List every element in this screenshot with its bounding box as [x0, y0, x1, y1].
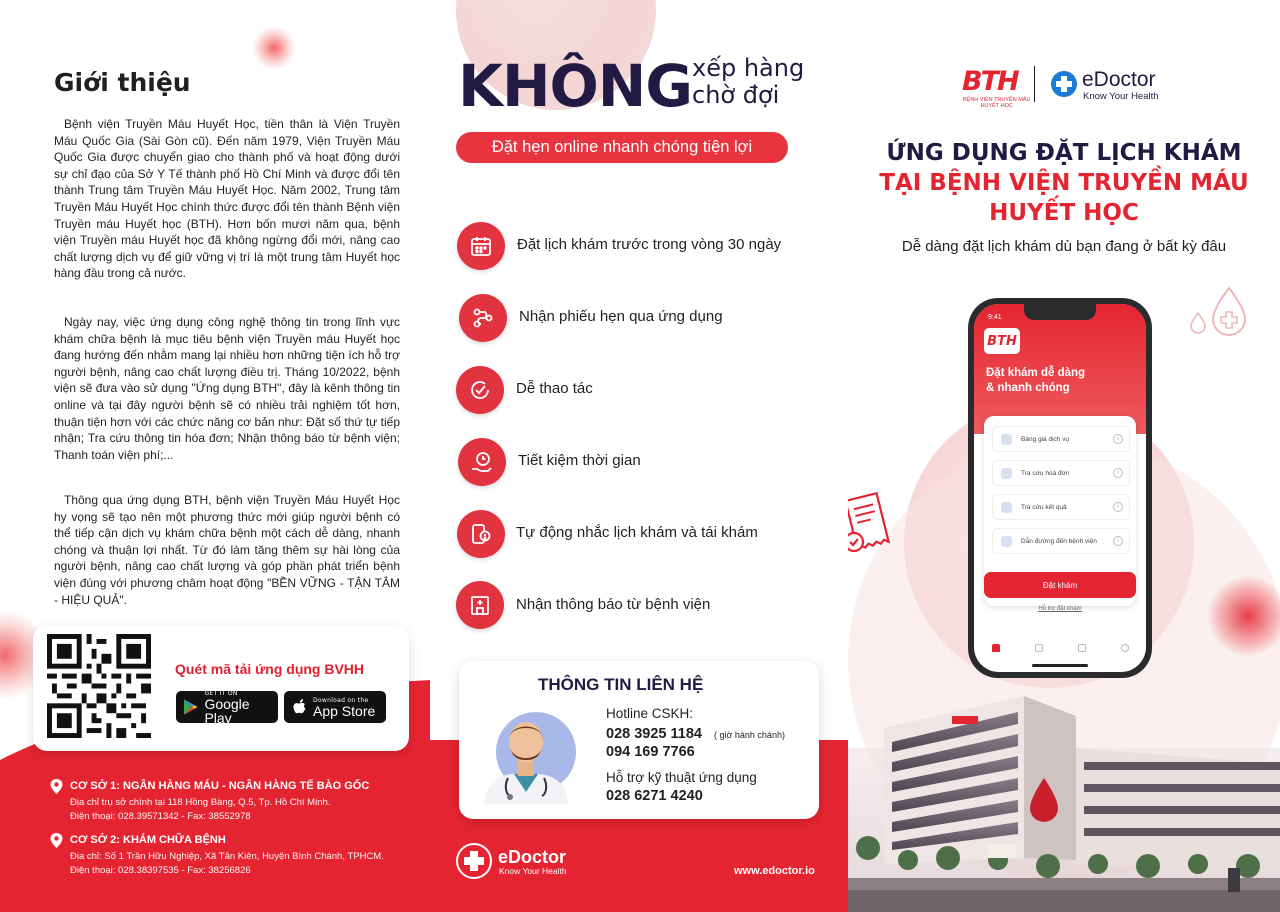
app-subtitle: Dễ dàng đặt lịch khám dù bạn đang ở bất kỳ đâu	[901, 238, 1227, 255]
phone-book-button[interactable]: Đặt khám	[984, 572, 1136, 598]
edoctor-name: eDoctor	[1082, 68, 1156, 91]
price-list-icon	[1001, 434, 1012, 445]
address-branch-2	[50, 834, 420, 878]
blood-drop-icon	[1210, 286, 1248, 338]
easy-touch-icon	[456, 366, 504, 414]
phone-menu-label: Tra cứu hoá đơn	[1021, 469, 1070, 477]
decor-blur-dot	[252, 26, 296, 70]
doctor-illustration	[474, 700, 578, 804]
phone-menu-label: Tra cứu kết quả	[1021, 503, 1067, 511]
receipt-icon	[848, 492, 896, 558]
phone-line: Điện thoại: 028.38397535 - Fax: 38256826	[70, 865, 251, 876]
feature-text: Dễ thao tác	[516, 380, 593, 397]
chevron-right-icon: ›	[1113, 502, 1123, 512]
app-title-line-1: ỨNG DỤNG ĐẶT LỊCH KHÁM	[886, 140, 1242, 166]
app-title-line-2: TẠI BỆNH VIỆN TRUYỀN MÁU	[879, 170, 1249, 196]
edoctor-tagline: Know Your Health	[1083, 91, 1159, 102]
headline-pill: Đặt hẹn online nhanh chóng tiện lợi	[456, 132, 788, 163]
feature-text: Nhận thông báo từ bệnh viện	[516, 596, 711, 613]
google-play-button[interactable]	[176, 689, 278, 726]
app-store-small-label: Download on the	[313, 696, 369, 704]
home-indicator	[1032, 664, 1088, 667]
app-store-label: App Store	[313, 702, 376, 719]
reminder-icon	[457, 510, 505, 558]
chevron-right-icon: ›	[1113, 468, 1123, 478]
intro-paragraph-2: Ngày nay, việc ứng dụng công nghệ thông tin trong lĩnh vực khám chữa bệnh là mục tiêu bệnh viện Truyền máu Huyết học đang hướng đến nhằm mang lại nhiều hơn những tiện ích hỗ trợ người bệnh, nâng cao chất lượng điều trị. Tháng 10/2022, bệnh viện sẽ đưa vào sử dụng "Ứng dụng BTH", đây là kênh thông tin online và tại đây người bệnh sẽ có nhiều trải nghiệm tốt hơn, thuận tiện hơn với các chức năng cơ bản như: Đặt số thứ tự tiếp nhận; Tra cứu thông tin hóa đơn; Nhận thông báo từ bệnh viện; Thanh toán viện phí;...	[54, 315, 400, 462]
result-icon	[1001, 502, 1012, 513]
phone-menu-item[interactable]	[992, 528, 1130, 554]
hotline-number-2[interactable]: 094 169 7766	[606, 744, 695, 760]
intro-title: Giới thiệu	[54, 68, 191, 97]
phone-bottom-nav	[974, 636, 1146, 660]
phone-app-logo: BTH	[984, 328, 1020, 354]
phone-headline-line-1: Đặt khám dễ dàng	[986, 367, 1086, 379]
home-icon[interactable]	[992, 644, 1000, 652]
features-panel	[430, 0, 848, 912]
feature-text: Nhận phiếu hẹn qua ứng dụng	[519, 308, 723, 325]
calendar-icon	[457, 222, 505, 270]
support-label: Hỗ trợ kỹ thuật ứng dụng	[606, 770, 757, 785]
profile-icon[interactable]	[1121, 644, 1129, 652]
decor-blur-dot	[1208, 576, 1280, 656]
logo-divider	[1034, 66, 1035, 102]
phone-line: Điện thoại: 028.39571342 - Fax: 38552978	[70, 811, 251, 822]
phone-menu-item[interactable]	[992, 426, 1130, 452]
headline-small	[692, 55, 804, 109]
calendar-icon[interactable]	[1035, 644, 1043, 652]
edoctor-logo-icon	[1050, 70, 1078, 98]
feature-text: Đặt lịch khám trước trong vòng 30 ngày	[517, 236, 782, 253]
headline-line-1: xếp hàng	[692, 54, 805, 82]
phone-headline-line-2: & nhanh chóng	[986, 382, 1070, 394]
address-line: Địa chỉ: Số 1 Trần Hữu Nghiệp, Xã Tân Kiên, Huyện Bình Chánh, TPHCM.	[70, 851, 384, 862]
phone-help-link[interactable]: Hỗ trợ đặt khám	[1038, 606, 1082, 612]
address-branch-1	[50, 780, 410, 824]
intro-panel	[0, 0, 430, 912]
bth-caption	[963, 97, 1030, 109]
phone-notch	[1024, 304, 1096, 320]
blood-drop-small-icon	[1190, 312, 1206, 334]
feature-text: Tự động nhắc lịch khám và tái khám	[516, 524, 758, 541]
bth-logo: BTH	[962, 66, 1018, 97]
bth-caption-line-2: HUYẾT HỌC	[980, 103, 1013, 109]
edoctor-name: eDoctor	[498, 847, 567, 867]
phone-screen	[974, 304, 1146, 672]
bth-caption-line-1: BỆNH VIỆN TRUYỀN MÁU	[963, 97, 1031, 103]
app-store-button[interactable]	[284, 691, 386, 723]
headline-big: KHÔNG	[458, 52, 692, 120]
address-line: Địa chỉ trụ sở chính tại 118 Hồng Bàng, Q.5, Tp. Hồ Chí Minh.	[70, 797, 331, 808]
phone-mockup	[968, 298, 1152, 678]
phone-time: 9:41	[988, 314, 1002, 321]
edoctor-tagline: Know Your Health	[499, 866, 567, 876]
hotline-label: Hotline CSKH:	[606, 706, 694, 721]
google-play-icon	[183, 698, 198, 716]
phone-menu-item[interactable]	[992, 494, 1130, 520]
bell-icon[interactable]	[1078, 644, 1086, 652]
phone-menu-label: Bảng giá dịch vụ	[1021, 435, 1070, 443]
contact-title: THÔNG TIN LIÊN HỆ	[538, 675, 704, 694]
apple-icon	[291, 698, 307, 716]
google-play-label: Google Play	[204, 695, 250, 726]
location-pin-icon	[50, 833, 63, 848]
address-title: CƠ SỞ 2: KHÁM CHỮA BỆNH	[70, 834, 226, 846]
intro-paragraph-1: Bệnh viện Truyền Máu Huyết Học, tiền thân là Viện Truyền Máu Quốc Gia (Sài Gòn cũ). Đến năm 1979, Viện Truyền Máu Quốc Gia được chuyển giao cho thành phố và hoạt động dưới sự chỉ đạo của Sở Y Tế thành phố Hồ Chí Minh và được đổi tên thành Trung tâm Truyền Máu Huyết Học. Năm 2002, Trung tâm Truyền Máu Huyết Học chính thức được đổi tên thành Bệnh viện Truyền máu Huyết học (BTH). Hơn bốn mươi năm qua, bệnh viện Truyền máu Huyết học đã không ngừng đổi mới, nâng cao chất lượng dịch vụ để giữ vững vị trí là một trung tâm Huyết học hàng đầu trong cả nước.	[54, 117, 400, 281]
intro-paragraph-3: Thông qua ứng dụng BTH, bệnh viện Truyền Máu Huyết Học hy vọng sẽ tạo nên một phương thức mới giúp người bệnh có thể tiếp cận dịch vụ khám chữa bệnh một cách dễ dàng, nhanh chóng và thuận lợi nhất. Từ đó làm tăng thêm sự hài lòng của người bệnh, nâng cao chất lượng và góp phần phát triển bệnh viện đúng với phương châm hoạt động "BỀN VỮNG - TẬN TÂM - HIỆU QUẢ".	[54, 493, 400, 607]
process-icon	[459, 294, 507, 342]
chevron-right-icon: ›	[1113, 536, 1123, 546]
google-play-small-label: GET IT ON	[204, 689, 238, 697]
app-panel	[848, 0, 1280, 912]
phone-menu-item[interactable]	[992, 460, 1130, 486]
hospital-notify-icon	[456, 581, 504, 629]
hospital-building-illustration	[848, 688, 1280, 912]
support-number[interactable]: 028 6271 4240	[606, 788, 703, 804]
website-link[interactable]: www.edoctor.io	[734, 865, 815, 877]
phone-headline	[986, 366, 1085, 396]
address-title: CƠ SỞ 1: NGÂN HÀNG MÁU - NGÂN HÀNG TẾ BÀO GỐC	[70, 780, 370, 792]
phone-menu-label: Dẫn đường đến bệnh viện	[1021, 537, 1097, 545]
time-saving-icon	[458, 438, 506, 486]
invoice-icon	[1001, 468, 1012, 479]
directions-icon	[1001, 536, 1012, 547]
qr-code[interactable]	[47, 634, 151, 738]
chevron-right-icon: ›	[1113, 434, 1123, 444]
download-title: Quét mã tải ứng dụng BVHH	[175, 661, 365, 677]
headline-line-2: chờ đợi	[692, 81, 780, 109]
app-title-line-3: HUYẾT HỌC	[989, 200, 1139, 226]
hotline-note: ( giờ hành chánh)	[714, 730, 785, 740]
feature-text: Tiết kiệm thời gian	[518, 452, 641, 469]
hotline-number-1[interactable]: 028 3925 1184	[606, 726, 702, 742]
location-pin-icon	[50, 779, 63, 794]
edoctor-logo-icon	[456, 843, 492, 879]
